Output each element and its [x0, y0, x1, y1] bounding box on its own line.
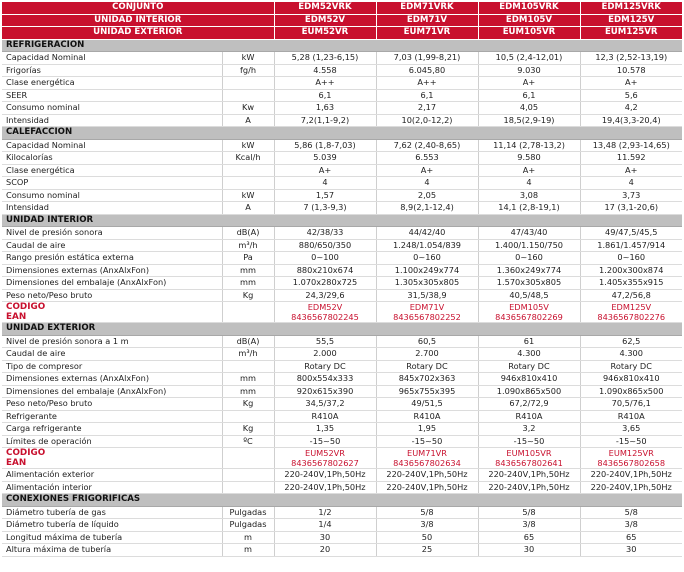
spec-row [2, 64, 682, 77]
section-header [2, 39, 682, 52]
spec-value: 1,63 [274, 102, 376, 115]
spec-value: 920x615x390 [274, 385, 376, 398]
spec-row [2, 289, 682, 302]
header-row [2, 27, 682, 40]
code-ean-value [376, 448, 478, 469]
spec-value: Rotary DC [274, 360, 376, 373]
spec-value: 20 [274, 544, 376, 557]
spec-unit: Kg [222, 423, 274, 436]
spec-row [2, 481, 682, 494]
header-label: CONJUNTO [2, 2, 274, 14]
spec-label: Carga refrigerante [2, 423, 222, 436]
spec-label: Intensidad [2, 202, 222, 215]
section-header [2, 494, 682, 507]
product-code: EUM125VR [608, 448, 654, 458]
spec-label: Tipo de compresor [2, 360, 222, 373]
spec-value: 220-240V,1Ph,50Hz [478, 469, 580, 482]
spec-value: A+ [274, 164, 376, 177]
spec-unit [222, 89, 274, 102]
spec-row [2, 410, 682, 423]
spec-label: Caudal de aire [2, 239, 222, 252]
code-ean-value [580, 448, 682, 469]
spec-unit: Kcal/h [222, 152, 274, 165]
spec-row [2, 264, 682, 277]
spec-value: 4.300 [580, 348, 682, 361]
spec-value: 19,4(3,3-20,4) [580, 114, 682, 127]
spec-value: 40,5/48,5 [478, 289, 580, 302]
spec-value: Rotary DC [376, 360, 478, 373]
spec-unit: ºC [222, 435, 274, 448]
spec-value: A+ [580, 77, 682, 90]
spec-value: 44/42/40 [376, 227, 478, 240]
model-name: EDM71V [376, 14, 478, 27]
spec-value: Rotary DC [478, 360, 580, 373]
ean-code: 8436567802658 [597, 458, 666, 468]
code-ean-value [376, 302, 478, 323]
spec-value: 1.400/1.150/750 [478, 239, 580, 252]
ean-label: EAN [6, 312, 27, 322]
code-ean-row [2, 302, 682, 323]
spec-value: 1/4 [274, 519, 376, 532]
spec-value: 4,2 [580, 102, 682, 115]
spec-value: 61 [478, 335, 580, 348]
spec-value: 220-240V,1Ph,50Hz [580, 469, 682, 482]
spec-label: Dimensiones externas (AnxAlxFon) [2, 373, 222, 386]
spec-value: 6,1 [478, 89, 580, 102]
spec-value: 30 [478, 544, 580, 557]
spec-value: Rotary DC [580, 360, 682, 373]
spec-value: 25 [376, 544, 478, 557]
spec-value: 2.700 [376, 348, 478, 361]
model-name: EDM105VRK [478, 2, 580, 14]
product-code: EUM71VR [407, 448, 447, 458]
spec-unit [222, 469, 274, 482]
spec-value: 845x702x363 [376, 373, 478, 386]
spec-value: 10,5 (2,4-12,01) [478, 52, 580, 65]
spec-value: 6.553 [376, 152, 478, 165]
spec-label: Capacidad Nominal [2, 52, 222, 65]
spec-value: 3/8 [376, 519, 478, 532]
spec-value: 65 [580, 531, 682, 544]
spec-row [2, 52, 682, 65]
section-title: UNIDAD EXTERIOR [2, 323, 682, 336]
spec-label: Dimensiones del embalaje (AnxAlxFon) [2, 277, 222, 290]
spec-row [2, 277, 682, 290]
spec-row [2, 360, 682, 373]
spec-unit: dB(A) [222, 227, 274, 240]
spec-value: 11,14 (2,78-13,2) [478, 139, 580, 152]
spec-label: Diámetro tubería de líquido [2, 519, 222, 532]
spec-label: Clase energética [2, 164, 222, 177]
spec-value: 4 [580, 177, 682, 190]
spec-label: SCOP [2, 177, 222, 190]
spec-value: R410A [478, 410, 580, 423]
spec-value: 7,62 (2,40-8,65) [376, 139, 478, 152]
spec-value: 4.300 [478, 348, 580, 361]
spec-value: 4 [478, 177, 580, 190]
spec-value: 4 [376, 177, 478, 190]
spec-value: 5.039 [274, 152, 376, 165]
spec-value: 4 [274, 177, 376, 190]
section-title: REFRIGERACIÓN [2, 39, 682, 52]
section-title: UNIDAD INTERIOR [2, 214, 682, 227]
header-label: UNIDAD INTERIOR [2, 14, 274, 27]
code-ean-value [478, 448, 580, 469]
spec-value: 1.090x865x500 [478, 385, 580, 398]
spec-value: 6,1 [274, 89, 376, 102]
product-code: EDM71V [409, 302, 445, 312]
product-code: EUM52VR [305, 448, 345, 458]
spec-value: 3,2 [478, 423, 580, 436]
spec-value: 5/8 [580, 506, 682, 519]
product-code: EDM125V [611, 302, 652, 312]
spec-unit: mm [222, 373, 274, 386]
spec-unit: Kg [222, 289, 274, 302]
spec-value: 880/650/350 [274, 239, 376, 252]
spec-value: 42/38/33 [274, 227, 376, 240]
spec-unit: kW [222, 52, 274, 65]
spec-value: 5/8 [478, 506, 580, 519]
spec-row [2, 102, 682, 115]
spec-value: R410A [274, 410, 376, 423]
spec-unit: mm [222, 264, 274, 277]
spec-label: Peso neto/Peso bruto [2, 289, 222, 302]
spec-value: 1.200x300x874 [580, 264, 682, 277]
spec-row [2, 531, 682, 544]
spec-value: 946x810x410 [478, 373, 580, 386]
spec-row [2, 114, 682, 127]
spec-value: 47,2/56,8 [580, 289, 682, 302]
spec-value: 946x810x410 [580, 373, 682, 386]
spec-label: Consumo nominal [2, 102, 222, 115]
ean-code: 8436567802634 [393, 458, 461, 468]
spec-table [2, 2, 682, 557]
spec-label: Alimentación exterior [2, 469, 222, 482]
ean-code: 8436567802252 [393, 312, 461, 322]
spec-value: 18,5(2,9-19) [478, 114, 580, 127]
spec-value: -15~50 [478, 435, 580, 448]
spec-label: Kilocalorías [2, 152, 222, 165]
spec-value: 8,9(2,1-12,4) [376, 202, 478, 215]
spec-value: 67,2/72,9 [478, 398, 580, 411]
spec-value: 1,35 [274, 423, 376, 436]
spec-value: 220-240V,1Ph,50Hz [274, 481, 376, 494]
spec-row [2, 398, 682, 411]
spec-unit: Pulgadas [222, 506, 274, 519]
model-name: EUM125VR [580, 27, 682, 40]
spec-unit [222, 481, 274, 494]
spec-value: 34,5/37,2 [274, 398, 376, 411]
spec-value: 11.592 [580, 152, 682, 165]
spec-label: Longitud máxima de tubería [2, 531, 222, 544]
spec-value: 3,65 [580, 423, 682, 436]
product-code: EUM105VR [506, 448, 552, 458]
spec-value: 9.580 [478, 152, 580, 165]
spec-value: 2.000 [274, 348, 376, 361]
spec-row [2, 139, 682, 152]
spec-value: 5,6 [580, 89, 682, 102]
spec-value: -15~50 [580, 435, 682, 448]
spec-value: 31,5/38,9 [376, 289, 478, 302]
spec-value: 220-240V,1Ph,50Hz [274, 469, 376, 482]
spec-value: 50 [376, 531, 478, 544]
spec-value: 17 (3,1-20,6) [580, 202, 682, 215]
ean-code: 8436567802641 [495, 458, 563, 468]
spec-unit [222, 77, 274, 90]
spec-row [2, 506, 682, 519]
header-row [2, 2, 682, 14]
model-name: EDM52V [274, 14, 376, 27]
spec-value: 14,1 (2,8-19,1) [478, 202, 580, 215]
spec-value: 47/43/40 [478, 227, 580, 240]
spec-value: 24,3/29,6 [274, 289, 376, 302]
spec-value: 880x210x674 [274, 264, 376, 277]
spec-label: Nivel de presión sonora [2, 227, 222, 240]
spec-value: 9.030 [478, 64, 580, 77]
spec-row [2, 164, 682, 177]
spec-value: 965x755x395 [376, 385, 478, 398]
ean-code: 8436567802245 [291, 312, 359, 322]
spec-value: A+ [478, 77, 580, 90]
model-name: EDM52VRK [274, 2, 376, 14]
spec-value: 0~160 [580, 252, 682, 265]
spec-row [2, 77, 682, 90]
spec-unit: m³/h [222, 239, 274, 252]
spec-unit: Pulgadas [222, 519, 274, 532]
code-unit [222, 448, 274, 469]
spec-value: 2,05 [376, 189, 478, 202]
spec-value: 1/2 [274, 506, 376, 519]
spec-label: Capacidad Nominal [2, 139, 222, 152]
spec-unit: Pa [222, 252, 274, 265]
ean-code: 8436567802627 [291, 458, 359, 468]
spec-unit: Kg [222, 398, 274, 411]
spec-value: 3/8 [478, 519, 580, 532]
header-label: UNIDAD EXTERIOR [2, 27, 274, 40]
spec-value: 1.861/1.457/914 [580, 239, 682, 252]
spec-value: 1.248/1.054/839 [376, 239, 478, 252]
spec-value: 1.305x305x805 [376, 277, 478, 290]
section-header [2, 323, 682, 336]
code-ean-row [2, 448, 682, 469]
spec-value: 65 [478, 531, 580, 544]
spec-value: 5/8 [376, 506, 478, 519]
spec-row [2, 227, 682, 240]
spec-label: Dimensiones del embalaje (AnxAlxFon) [2, 385, 222, 398]
spec-unit: mm [222, 385, 274, 398]
header-row [2, 14, 682, 27]
spec-value: 1.090x865x500 [580, 385, 682, 398]
spec-value: 220-240V,1Ph,50Hz [376, 481, 478, 494]
spec-value: 2,17 [376, 102, 478, 115]
spec-unit [222, 360, 274, 373]
spec-value: 30 [580, 544, 682, 557]
spec-value: 6.045,80 [376, 64, 478, 77]
spec-row [2, 335, 682, 348]
spec-unit: m [222, 544, 274, 557]
code-ean-label [2, 448, 222, 469]
spec-row [2, 189, 682, 202]
spec-value: 4.558 [274, 64, 376, 77]
section-header [2, 214, 682, 227]
spec-value: 220-240V,1Ph,50Hz [580, 481, 682, 494]
ean-code: 8436567802269 [495, 312, 563, 322]
spec-value: 7,2(1,1-9,2) [274, 114, 376, 127]
spec-value: R410A [580, 410, 682, 423]
model-name: EDM105V [478, 14, 580, 27]
spec-label: Peso neto/Peso bruto [2, 398, 222, 411]
spec-value: 10.578 [580, 64, 682, 77]
spec-value: 49/51,5 [376, 398, 478, 411]
spec-table-body [2, 2, 682, 556]
spec-row [2, 519, 682, 532]
spec-unit: kW [222, 139, 274, 152]
spec-label: SEER [2, 89, 222, 102]
spec-label: Dimensiones externas (AnxAlxFon) [2, 264, 222, 277]
spec-unit: m³/h [222, 348, 274, 361]
spec-row [2, 423, 682, 436]
spec-value: 3/8 [580, 519, 682, 532]
spec-value: 220-240V,1Ph,50Hz [376, 469, 478, 482]
model-name: EDM125V [580, 14, 682, 27]
spec-unit: A [222, 114, 274, 127]
spec-value: 800x554x333 [274, 373, 376, 386]
model-name: EUM71VR [376, 27, 478, 40]
ean-code: 8436567802276 [597, 312, 666, 322]
spec-value: 7,03 (1,99-8,21) [376, 52, 478, 65]
spec-unit [222, 164, 274, 177]
ean-label: EAN [6, 458, 27, 468]
spec-row [2, 177, 682, 190]
section-header [2, 127, 682, 140]
code-ean-value [580, 302, 682, 323]
spec-label: Caudal de aire [2, 348, 222, 361]
spec-value: 1,95 [376, 423, 478, 436]
spec-row [2, 252, 682, 265]
spec-row [2, 89, 682, 102]
spec-row [2, 435, 682, 448]
spec-label: Alimentación interior [2, 481, 222, 494]
spec-label: Intensidad [2, 114, 222, 127]
spec-label: Clase energética [2, 77, 222, 90]
spec-value: 1.570x305x805 [478, 277, 580, 290]
code-ean-value [274, 302, 376, 323]
spec-value: 1,57 [274, 189, 376, 202]
spec-value: A+ [376, 164, 478, 177]
spec-value: A+ [580, 164, 682, 177]
spec-label: Rango presión estática externa [2, 252, 222, 265]
spec-row [2, 239, 682, 252]
spec-value: 220-240V,1Ph,50Hz [478, 481, 580, 494]
spec-label: Refrigerante [2, 410, 222, 423]
spec-row [2, 385, 682, 398]
spec-value: 60,5 [376, 335, 478, 348]
model-name: EDM71VRK [376, 2, 478, 14]
spec-value: A++ [274, 77, 376, 90]
spec-value: 0~160 [376, 252, 478, 265]
code-unit [222, 302, 274, 323]
spec-label: Diámetro tubería de gas [2, 506, 222, 519]
spec-unit: Kw [222, 102, 274, 115]
code-label: CÓDIGO [6, 302, 46, 312]
spec-value: 4,05 [478, 102, 580, 115]
spec-value: 55,5 [274, 335, 376, 348]
spec-row [2, 544, 682, 557]
product-code: EDM105V [509, 302, 549, 312]
spec-value: 5,28 (1,23-6,15) [274, 52, 376, 65]
spec-value: 7 (1,3-9,3) [274, 202, 376, 215]
spec-unit [222, 177, 274, 190]
model-name: EUM105VR [478, 27, 580, 40]
code-ean-value [274, 448, 376, 469]
spec-value: 70,5/76,1 [580, 398, 682, 411]
spec-value: 10(2,0-12,2) [376, 114, 478, 127]
spec-value: 0~100 [274, 252, 376, 265]
spec-value: 3,08 [478, 189, 580, 202]
spec-value: -15~50 [376, 435, 478, 448]
spec-value: 12,3 (2,52-13,19) [580, 52, 682, 65]
spec-value: -15~50 [274, 435, 376, 448]
spec-row [2, 152, 682, 165]
spec-value: 1.360x249x774 [478, 264, 580, 277]
spec-value: 0~160 [478, 252, 580, 265]
spec-row [2, 373, 682, 386]
spec-unit: mm [222, 277, 274, 290]
spec-unit: fg/h [222, 64, 274, 77]
spec-label: Consumo nominal [2, 189, 222, 202]
spec-unit: kW [222, 189, 274, 202]
spec-value: 30 [274, 531, 376, 544]
spec-value: 13,48 (2,93-14,65) [580, 139, 682, 152]
section-title: CALEFACCIÓN [2, 127, 682, 140]
model-name: EDM125VRK [580, 2, 682, 14]
spec-value: A++ [376, 77, 478, 90]
code-ean-label [2, 302, 222, 323]
spec-value: 49/47,5/45,5 [580, 227, 682, 240]
spec-value: 1.070x280x725 [274, 277, 376, 290]
spec-row [2, 202, 682, 215]
code-label: CÓDIGO [6, 448, 46, 458]
spec-value: 62,5 [580, 335, 682, 348]
spec-value: R410A [376, 410, 478, 423]
spec-sheet [2, 2, 682, 557]
spec-value: A+ [478, 164, 580, 177]
section-title: CONEXIONES FRIGORÍFICAS [2, 494, 682, 507]
product-code: EDM52V [307, 302, 343, 312]
spec-value: 1.405x355x915 [580, 277, 682, 290]
code-ean-value [478, 302, 580, 323]
spec-value: 6,1 [376, 89, 478, 102]
spec-label: Límites de operación [2, 435, 222, 448]
spec-row [2, 469, 682, 482]
spec-value: 3,73 [580, 189, 682, 202]
model-name: EUM52VR [274, 27, 376, 40]
spec-label: Altura máxima de tubería [2, 544, 222, 557]
spec-value: 1.100x249x774 [376, 264, 478, 277]
spec-unit: A [222, 202, 274, 215]
spec-unit: m [222, 531, 274, 544]
spec-value: 5,86 (1,8-7,03) [274, 139, 376, 152]
spec-unit: dB(A) [222, 335, 274, 348]
spec-label: Frigorías [2, 64, 222, 77]
spec-label: Nivel de presión sonora a 1 m [2, 335, 222, 348]
spec-unit [222, 410, 274, 423]
spec-row [2, 348, 682, 361]
